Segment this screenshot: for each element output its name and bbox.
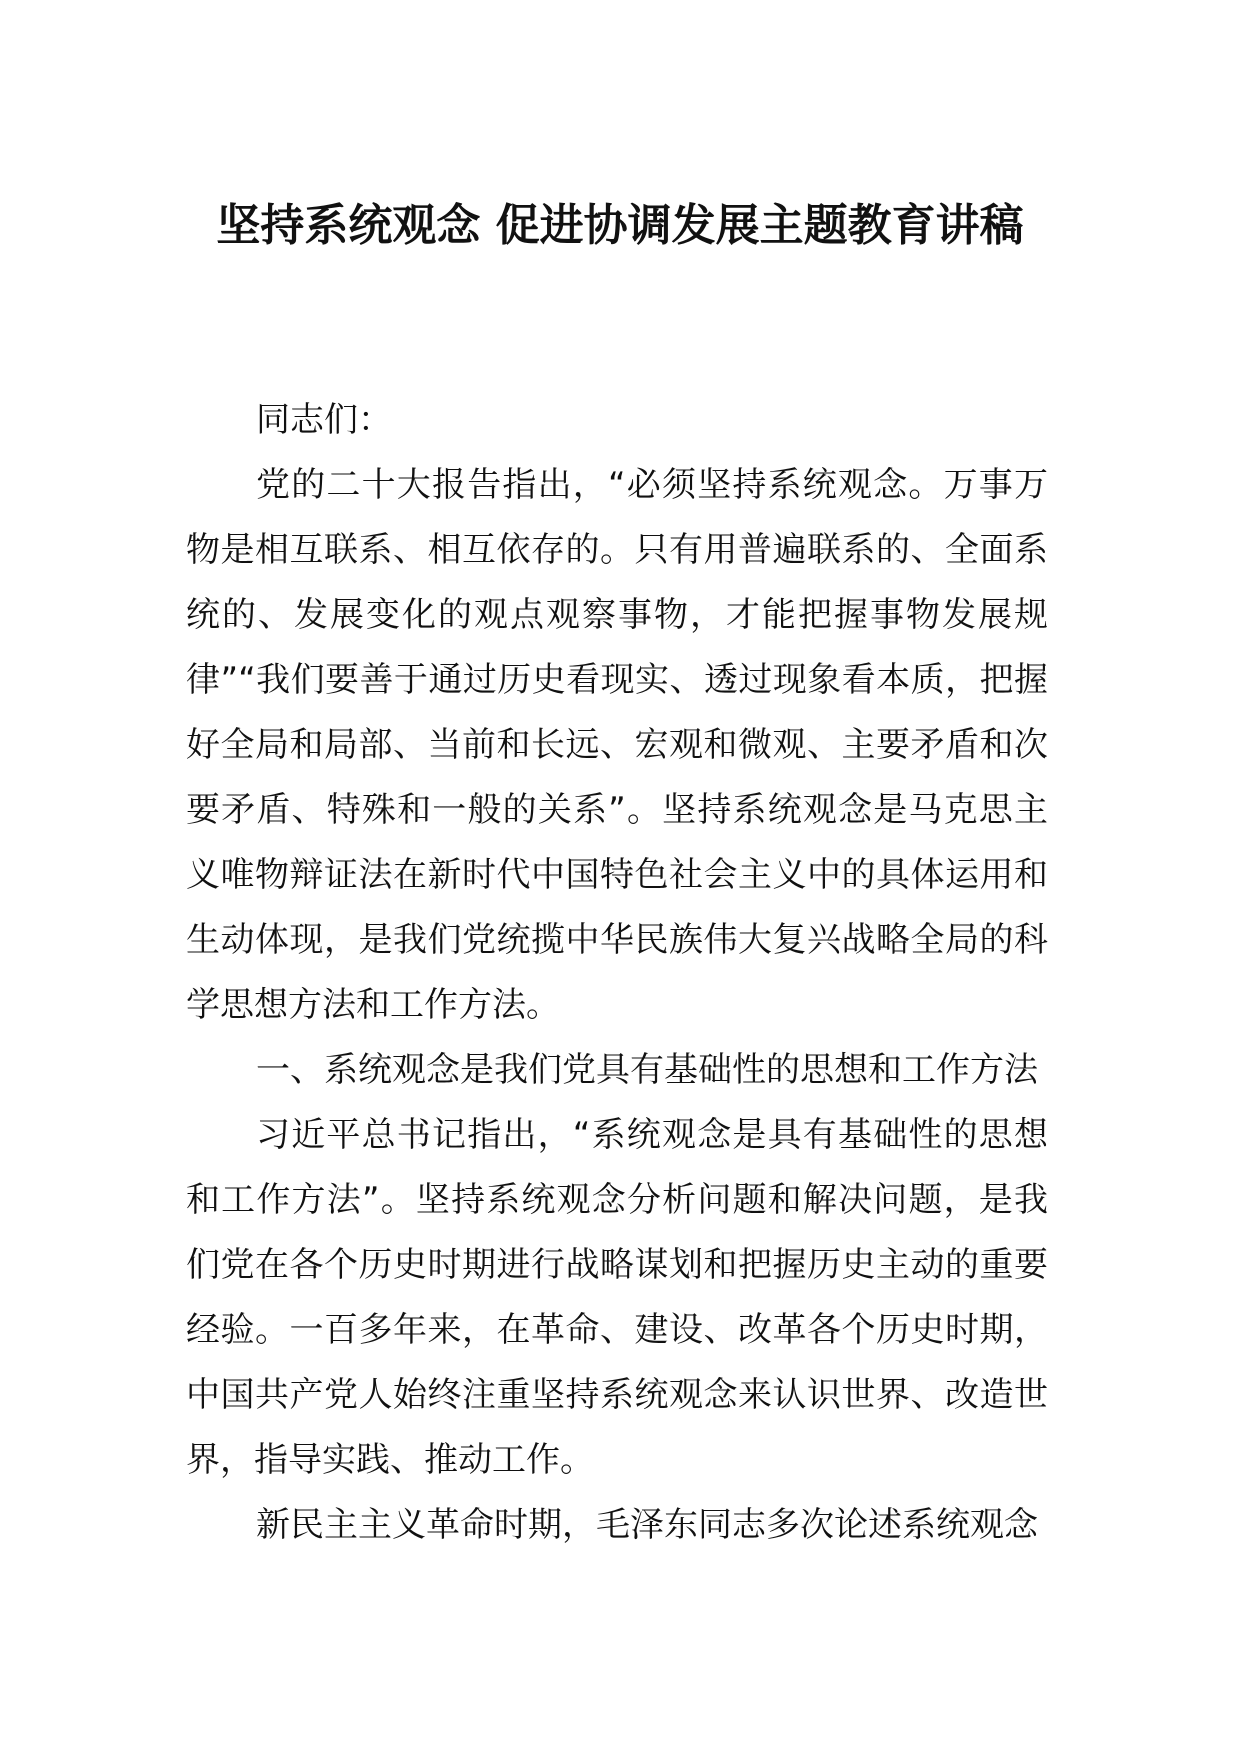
document-body (186, 388, 1048, 1558)
section-heading: 一、系统观念是我们党具有基础性的思想和工作方法 (256, 1050, 1038, 1090)
paragraph: 习近平总书记指出，“系统观念是具有基础性的思想和工作方法”。坚持系统观念分析问题和解决问题，是我们党在各个历史时期进行战略谋划和把握历史主动的重要经验。一百多年来，在革命、建设、改革各个历史时期，中国共产党人始终注重坚持系统观念来认识世界、改造世界，指导实践、推动工作。 (186, 1115, 1048, 1480)
document-title: 坚持系统观念 促进协调发展主题教育讲稿 (216, 200, 1024, 251)
paragraph: 党的二十大报告指出，“必须坚持系统观念。万事万物是相互联系、相互依存的。只有用普遍联系的、全面系统的、发展变化的观点观察事物，才能把握事物发展规律”“我们要善于通过历史看现实、透过现象看本质，把握好全局和局部、当前和长远、宏观和微观、主要矛盾和次要矛盾、特殊和一般的关系”。坚持系统观念是马克思主义唯物辩证法在新时代中国特色社会主义中的具体运用和生动体现，是我们党统揽中华民族伟大复兴战略全局的科学思想方法和工作方法。 (186, 465, 1048, 1025)
paragraph: 新民主主义革命时期，毛泽东同志多次论述系统观念 (256, 1505, 1038, 1545)
greeting: 同志们： (256, 400, 392, 440)
